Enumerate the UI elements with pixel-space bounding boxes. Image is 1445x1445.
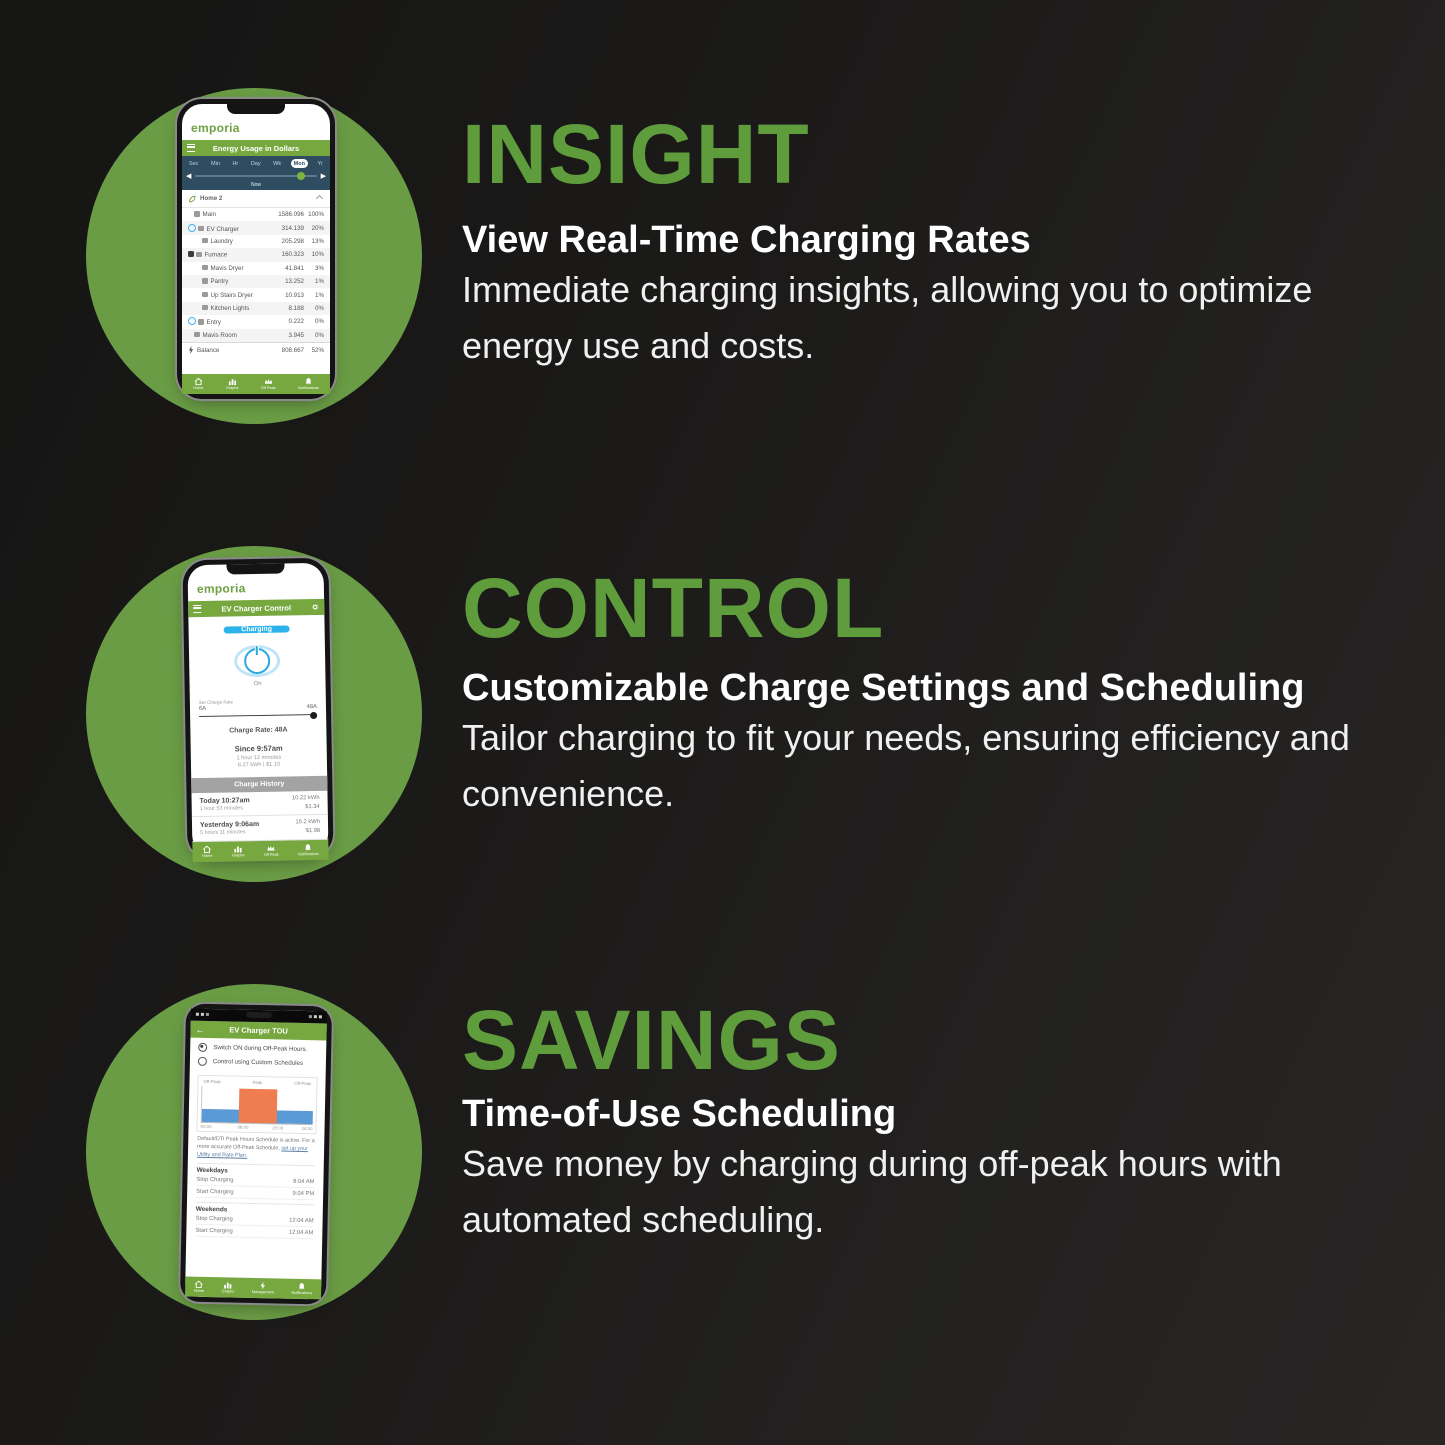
nav-graphs[interactable]: Graphs <box>232 844 245 858</box>
table-row[interactable] <box>182 248 330 261</box>
table-row[interactable] <box>182 262 330 275</box>
app-header-title: EV Charger Control <box>221 602 292 614</box>
tou-plot-area <box>201 1086 314 1125</box>
since-duration: 1 hour 12 minutes <box>236 754 282 761</box>
radio-unselected-icon[interactable] <box>198 1057 207 1066</box>
bottom-nav <box>182 374 330 394</box>
slider-right-icon[interactable]: ▶ <box>320 172 326 180</box>
bell-icon <box>304 843 313 852</box>
tou-note: Default/DTI Peak Hours Schedule is active. For a more accurate Off-Peak Schedule, set up your Utility and Rate Plan. <box>196 1135 315 1159</box>
lightning-icon <box>258 1281 267 1290</box>
circuit-value: 205.298 <box>281 237 304 245</box>
circuit-name: Mavis Dryer <box>202 265 268 272</box>
door-icon <box>198 319 204 325</box>
timescale-panel <box>182 156 330 190</box>
circuit-value: 8.188 <box>288 304 304 312</box>
balance-row <box>182 342 330 358</box>
radio-option-custom[interactable]: Control using Custom Schedules <box>190 1056 326 1073</box>
nav-management[interactable]: Management <box>252 1281 274 1295</box>
app-header <box>188 599 324 617</box>
tab-min[interactable]: Min <box>211 160 220 167</box>
timescale-tabs <box>186 159 326 168</box>
bell-icon <box>297 1282 306 1291</box>
circuit-value: 0.222 <box>288 318 304 326</box>
circuit-pct: 0% <box>315 304 324 312</box>
circuit-name: EV Charger <box>188 224 268 233</box>
menu-icon[interactable] <box>187 144 195 152</box>
tab-hr[interactable]: Hr <box>232 160 239 167</box>
rate-label: Set Charge Rate <box>198 699 234 706</box>
group-header-row[interactable] <box>182 190 330 208</box>
home-icon <box>194 377 203 386</box>
dryer-icon <box>202 292 208 298</box>
circuit-icon <box>194 211 200 217</box>
insight-subtitle: View Real-Time Charging Rates <box>462 219 1031 261</box>
history-cost: $1.34 <box>305 803 320 810</box>
circuit-name: Kitchen Lights <box>202 305 268 312</box>
tab-yr[interactable]: Yr <box>317 160 323 167</box>
savings-subtitle: Time-of-Use Scheduling <box>462 1093 897 1135</box>
since-time: Since 9:57am <box>234 743 283 754</box>
balance-label: Balance <box>197 346 220 354</box>
leaf-icon <box>188 195 196 203</box>
rate-slider-knob[interactable] <box>310 711 317 718</box>
savings-phone-mockup <box>185 1009 327 1300</box>
schedule-row: Start Charging 12:04 AM <box>195 1225 313 1239</box>
circuit-name: Pantry <box>202 278 268 285</box>
circuit-name: Entry <box>188 317 268 326</box>
circuit-value: 1586.096 <box>278 211 304 219</box>
bar-chart-icon <box>233 844 242 853</box>
circuit-value: 41.841 <box>285 264 304 272</box>
slider-now-label: Now <box>250 182 261 188</box>
control-subtitle: Customizable Charge Settings and Scheduling <box>462 667 1305 709</box>
history-duration: 1 hour 53 minutes <box>199 804 243 812</box>
menu-icon[interactable] <box>193 605 201 613</box>
home-icon <box>203 844 212 853</box>
circuit-name: Main <box>194 211 268 218</box>
table-row[interactable] <box>182 329 330 342</box>
nav-off-peak[interactable]: Off Peak <box>264 843 279 857</box>
bottom-nav <box>192 840 328 862</box>
peak-band <box>238 1089 278 1124</box>
emporia-logo: emporia <box>191 121 240 135</box>
flame-icon <box>196 252 202 258</box>
usage-table <box>182 190 330 374</box>
tou-mid-label: Peak <box>252 1079 263 1086</box>
balance-pct: 52% <box>311 346 324 354</box>
charge-rate-value: Charge Rate: 48A <box>229 726 288 735</box>
history-cost: $1.98 <box>305 827 321 835</box>
history-kwh: 10.22 kWh <box>291 794 320 802</box>
history-duration: 5 hours 11 minutes <box>200 829 246 837</box>
control-body: Tailor charging to fit your needs, ensuring efficiency and convenience. <box>462 717 1350 814</box>
crown-icon <box>267 843 276 852</box>
app-header-title: Energy Usage in Dollars <box>212 143 300 153</box>
savings-body: Save money by charging during off-peak hours with automated scheduling. <box>462 1143 1282 1240</box>
bar-chart-icon <box>223 1280 232 1289</box>
tab-wk[interactable]: Wk <box>273 160 282 167</box>
weekends-label: Weekends <box>196 1202 314 1215</box>
washer-icon <box>202 238 208 244</box>
tab-sec[interactable]: Sec <box>189 160 199 167</box>
schedule-row: Stop Charging 8:04 AM <box>196 1174 314 1188</box>
circuit-pct: 10% <box>311 251 324 259</box>
table-row[interactable] <box>182 315 330 328</box>
charging-status-pill[interactable]: Charging <box>224 625 290 633</box>
gear-icon[interactable] <box>311 603 319 611</box>
nav-home[interactable]: Home <box>202 844 212 858</box>
circuit-pct: 0% <box>315 318 324 326</box>
schedule-row: Start Charging 9:04 PM <box>196 1186 314 1200</box>
circuit-pct: 100% <box>308 211 324 219</box>
since-energy: 8.27 kWh | $1.10 <box>237 761 281 769</box>
back-arrow-icon[interactable]: ← <box>195 1024 205 1035</box>
nav-graphs[interactable]: Graphs <box>226 377 238 391</box>
radio-selected-icon[interactable] <box>198 1043 207 1052</box>
circuit-value: 160.323 <box>281 251 304 259</box>
grid-icon <box>194 332 200 338</box>
slider-left-icon[interactable]: ◀ <box>186 172 192 180</box>
status-icons-right <box>319 1015 322 1018</box>
history-title: Yesterday 9:06am <box>199 821 260 830</box>
circuit-name: Furnace <box>188 251 268 259</box>
circuit-value: 10.913 <box>285 291 304 299</box>
camera-cutout <box>246 1012 272 1019</box>
tab-day[interactable]: Day <box>250 160 261 167</box>
insight-title: INSIGHT <box>462 107 810 201</box>
table-row[interactable] <box>182 235 330 248</box>
history-kwh: 15.2 kWh <box>295 819 321 826</box>
group-name: Home 2 <box>200 195 223 202</box>
nav-notifications[interactable]: Notifications <box>298 842 319 856</box>
rate-max: 48A <box>306 703 318 711</box>
table-row[interactable] <box>182 288 330 301</box>
circuit-name: Up Stairs Dryer <box>202 292 268 299</box>
nav-home[interactable]: Home <box>194 1279 204 1293</box>
dryer-icon <box>202 265 208 271</box>
bottom-nav <box>185 1277 321 1300</box>
rate-slider[interactable] <box>199 711 317 721</box>
table-row[interactable] <box>182 208 330 221</box>
power-button[interactable] <box>234 645 281 678</box>
table-row[interactable] <box>182 275 330 288</box>
tou-x-axis: 00:00 08:00 20:00 24:00 <box>200 1123 313 1132</box>
circuit-pct: 0% <box>315 331 324 339</box>
charge-history-header: Charge History <box>191 776 327 793</box>
table-row[interactable] <box>182 221 330 234</box>
phone-notch <box>226 564 284 575</box>
weekdays-label: Weekdays <box>197 1163 315 1176</box>
app-header <box>182 140 330 156</box>
nav-notifications[interactable]: Notifications <box>292 1282 313 1296</box>
tou-chart <box>196 1075 317 1135</box>
history-row[interactable] <box>192 815 328 842</box>
nav-notifications[interactable]: Notifications <box>298 377 319 391</box>
chevron-up-icon[interactable] <box>316 195 323 202</box>
circuit-name: Laundry <box>202 238 268 245</box>
history-row[interactable] <box>191 791 327 818</box>
smart-plug-icon <box>188 317 196 325</box>
status-icons-left <box>196 1013 199 1016</box>
circuit-pct: 3% <box>315 264 324 272</box>
circuit-pct: 20% <box>311 224 324 232</box>
thermostat-icon <box>188 251 194 257</box>
insight-phone-mockup <box>182 104 330 394</box>
emporia-logo: emporia <box>196 581 246 597</box>
circuit-name: Mavis Room <box>194 332 268 339</box>
slider-knob[interactable] <box>297 172 305 180</box>
power-state-label: On <box>253 680 262 688</box>
tab-mon-selected[interactable]: Mon <box>291 159 308 168</box>
utility-rate-plan-link[interactable]: set up your Utility and Rate Plan. <box>196 1145 308 1159</box>
circuit-value: 13.252 <box>285 278 304 286</box>
app-header-title: EV Charger TOU <box>229 1025 288 1036</box>
rate-slider-track <box>199 714 317 717</box>
car-icon <box>198 226 204 232</box>
bell-icon <box>304 377 313 386</box>
balance-value: 808.667 <box>281 346 304 354</box>
circuit-pct: 13% <box>311 237 324 245</box>
table-row[interactable] <box>182 302 330 315</box>
radio-option-offpeak[interactable]: Switch ON during Off-Peak Hours. <box>190 1038 326 1059</box>
circuit-value: 3.945 <box>288 331 304 339</box>
power-icon <box>244 648 270 674</box>
nav-home[interactable]: Home <box>193 377 203 391</box>
smart-plug-icon <box>188 224 196 232</box>
time-slider <box>186 172 326 180</box>
control-phone-mockup <box>187 563 328 858</box>
fridge-icon <box>202 278 208 284</box>
circuit-pct: 1% <box>315 278 324 286</box>
lightning-icon <box>188 346 194 354</box>
circuit-value: 314.139 <box>281 224 304 232</box>
insight-body: Immediate charging insights, allowing you to optimize energy use and costs. <box>462 269 1313 366</box>
rate-min: 6A <box>198 705 207 713</box>
schedule-row: Stop Charging 12:04 AM <box>195 1213 313 1227</box>
tou-right-label: Off-Peak <box>294 1080 312 1087</box>
nav-off-peak[interactable]: Off Peak <box>261 377 276 391</box>
charge-rate-section <box>190 686 327 721</box>
savings-title: SAVINGS <box>462 993 841 1087</box>
tou-left-label: Off-Peak <box>203 1078 221 1085</box>
nav-graphs[interactable]: Graphs <box>222 1280 235 1294</box>
history-title: Today 10:27am <box>199 796 250 805</box>
control-title: CONTROL <box>462 561 885 655</box>
crown-icon <box>264 377 273 386</box>
circuit-pct: 1% <box>315 291 324 299</box>
home-icon <box>195 1279 204 1288</box>
phone-notch <box>227 104 285 114</box>
lightbulb-icon <box>202 305 208 311</box>
bar-chart-icon <box>228 377 237 386</box>
